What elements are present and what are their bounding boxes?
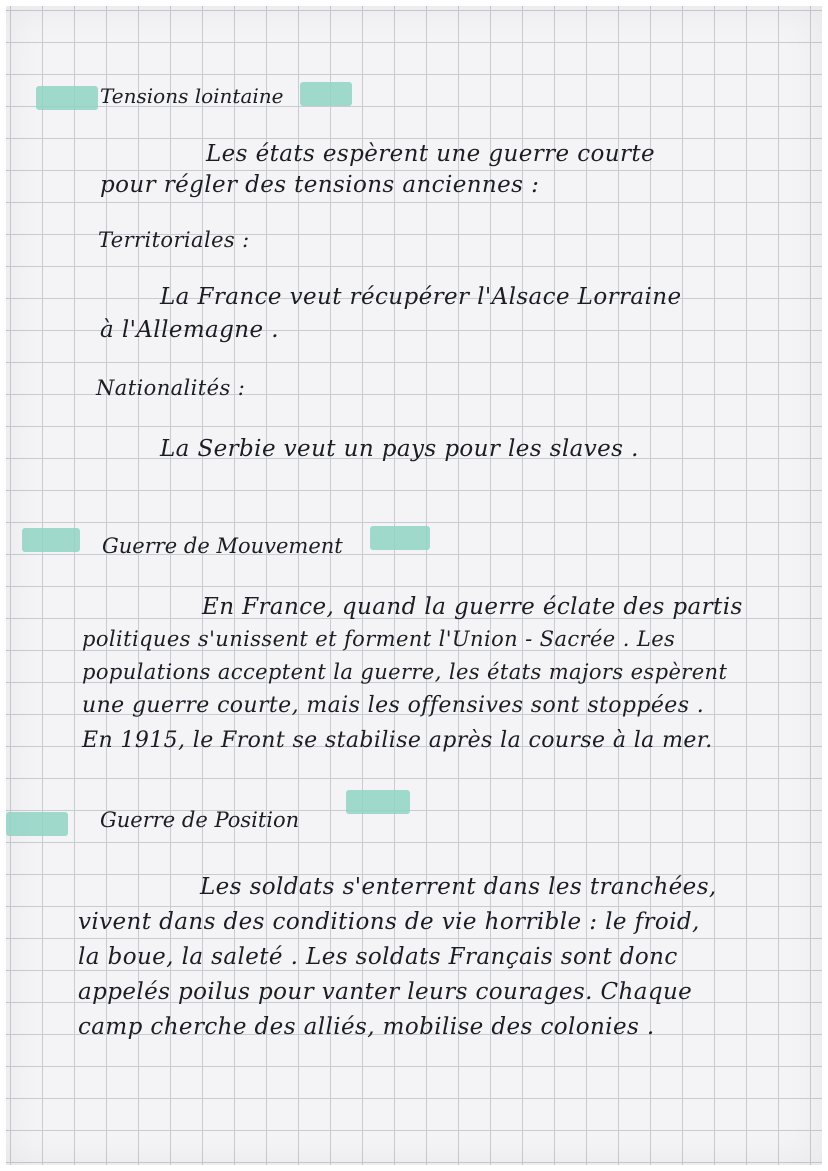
territoriales-line-2: à l'Allemagne . [100, 317, 279, 343]
section-heading-mouvement: Guerre de Mouvement [102, 534, 343, 558]
notebook-page [6, 6, 822, 1165]
position-line-1: Les soldats s'enterrent dans les tranchées, [200, 874, 717, 900]
subheading-territoriales: Territoriales : [98, 228, 250, 252]
heading-highlight-left [6, 812, 68, 836]
mouvement-line-1: En France, quand la guerre éclate des partis [202, 594, 743, 620]
heading-highlight-right [370, 526, 430, 550]
mouvement-line-2: politiques s'unissent et forment l'Union - Sacrée . Les [82, 627, 676, 651]
section-heading-position: Guerre de Position [100, 808, 300, 832]
position-line-5: camp cherche des alliés, mobilise des colonies . [78, 1014, 655, 1040]
section-heading-tensions: Tensions lointaine [100, 84, 284, 108]
heading-highlight-left [36, 86, 98, 110]
territoriales-line-1: La France veut récupérer l'Alsace Lorraine [160, 284, 682, 310]
subheading-nationalites: Nationalités : [96, 376, 246, 400]
mouvement-line-5: En 1915, le Front se stabilise après la course à la mer. [82, 728, 713, 753]
position-line-2: vivent dans des conditions de vie horrible : le froid, [78, 909, 700, 935]
position-line-3: la boue, la saleté . Les soldats Français sont donc [78, 944, 678, 970]
intro-line-2: pour régler des tensions anciennes : [100, 172, 540, 198]
heading-highlight-right [346, 790, 410, 814]
position-line-4: appelés poilus pour vanter leurs courages. Chaque [78, 979, 693, 1005]
mouvement-line-4: une guerre courte, mais les offensives sont stoppées . [82, 693, 705, 718]
heading-highlight-left [22, 528, 80, 552]
intro-line-1: Les états espèrent une guerre courte [206, 141, 656, 167]
mouvement-line-3: populations acceptent la guerre, les états majors espèrent [82, 660, 728, 684]
heading-highlight-right [300, 82, 352, 106]
nationalites-line: La Serbie veut un pays pour les slaves . [160, 436, 639, 462]
